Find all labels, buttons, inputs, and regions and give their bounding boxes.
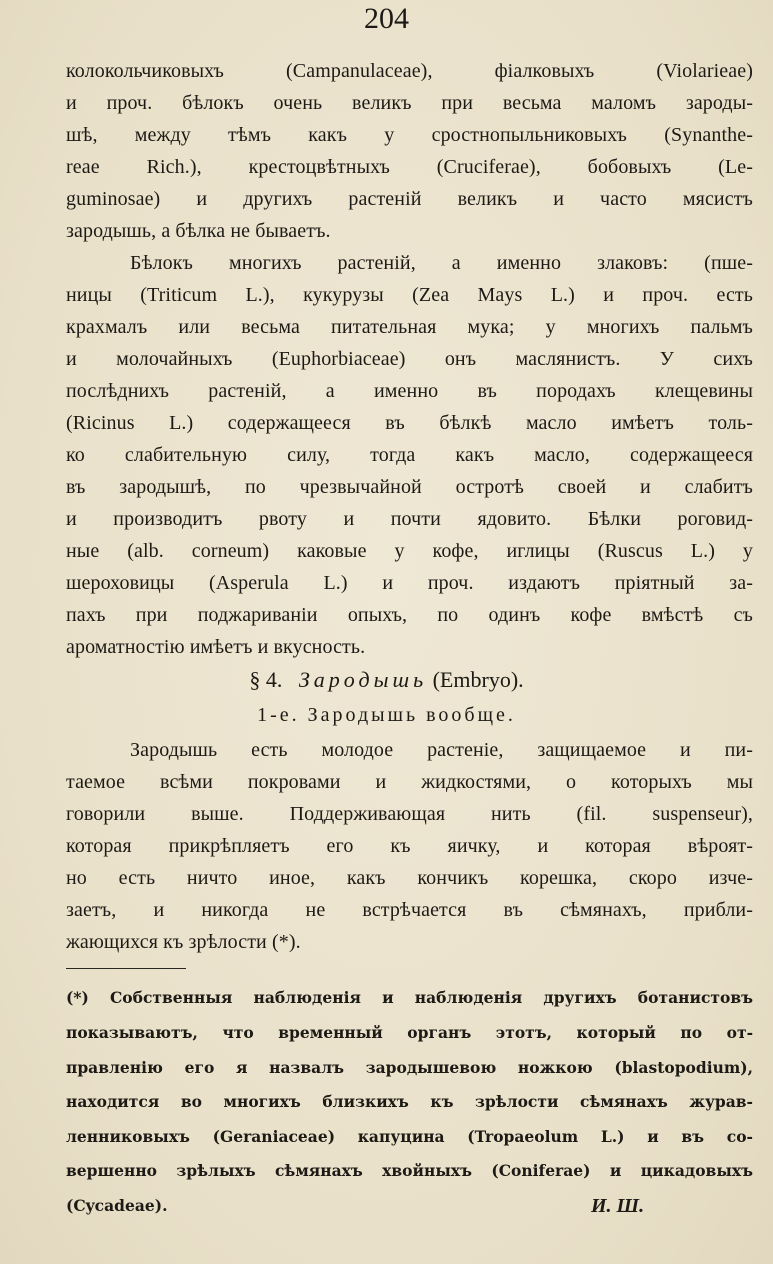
text-line: ароматностію имѣетъ и вкусность. — [66, 636, 366, 658]
text-line: Бѣлокъ многихъ растеній, а именно злаковъ: (пше- — [130, 252, 753, 274]
section-number: § 4. — [249, 667, 283, 692]
text-line: таемое всѣми покровами и жидкостями, о которыхъ мы — [66, 771, 753, 793]
footnote-divider — [66, 968, 186, 969]
page-number: 204 — [364, 2, 409, 35]
text-line: guminosae) и другихъ растеній великъ и часто мясистъ — [66, 188, 753, 210]
footnote-line: (*) Собственныя наблюденія и наблюденія другихъ ботанистовъ — [66, 988, 753, 1007]
section-title: Зародышь — [298, 667, 428, 692]
text-line: reae Rich.), крестоцвѣтныхъ (Cruciferae), бобовыхъ (Le- — [66, 156, 753, 178]
text-line: (Ricinus L.) содержащееся въ бѣлкѣ масло имѣетъ толь- — [66, 412, 753, 434]
text-line: пахъ при поджариваніи опыхъ, по одинъ кофе вмѣстѣ съ — [66, 604, 753, 626]
text-line: Зародышь есть молодое растеніе, защищаемое и пи- — [130, 739, 753, 761]
text-line: ко слабительную силу, тогда какъ масло, содержащееся — [66, 444, 753, 466]
text-line: крахмалъ или весьма питательная мука; у многихъ пальмъ — [66, 316, 753, 338]
text-line: говорили выше. Поддерживающая нить (fil. suspenseur), — [66, 803, 753, 825]
footnote-line: показываютъ, что временный органъ этотъ, который по от- — [66, 1023, 753, 1042]
subsection-heading: 1-е. Зародышь вообще. — [257, 704, 516, 726]
text-line: жающихся къ зрѣлости (*). — [66, 931, 301, 953]
text-line: колокольчиковыхъ (Campanulaceae), фіалковыхъ (Violarieae) — [66, 60, 753, 82]
text-line: и проч. бѣлокъ очень великъ при весьма маломъ зароды- — [66, 92, 753, 114]
text-line: послѣднихъ растеній, а именно въ породахъ клещевины — [66, 380, 753, 402]
footnote-line: правленію его я назвалъ зародышевою ножкою (blastopodium), — [66, 1058, 753, 1077]
text-line: и молочайныхъ (Euphorbiaceae) онъ маслянистъ. У сихъ — [66, 348, 753, 370]
section-latin: (Embryo). — [432, 667, 524, 692]
text-line: и производитъ рвоту и почти ядовито. Бѣлки роговид- — [66, 508, 753, 530]
text-line: заетъ, и никогда не встрѣчается въ сѣмянахъ, прибли- — [66, 899, 753, 921]
section-heading — [0, 665, 773, 695]
footnote-line: вершенно зрѣлыхъ сѣмянахъ хвойныхъ (Coniferae) и цикадовыхъ — [66, 1161, 753, 1180]
text-line: зародышь, а бѣлка не бываетъ. — [66, 220, 331, 242]
footnote-line: ленниковыхъ (Geraniaceae) капуцина (Tropaeolum L.) и въ со- — [66, 1127, 753, 1146]
footnote-line: (Cycadeae). — [66, 1196, 168, 1215]
text-line: ные (alb. corneum) каковые у кофе, иглицы (Ruscus L.) у — [66, 540, 753, 562]
text-line: шѣ, между тѣмъ какъ у сростнопыльниковыхъ (Synanthe- — [66, 124, 753, 146]
text-line: въ зародышѣ, по чрезвычайной остротѣ своей и слабитъ — [66, 476, 753, 498]
text-line: шероховицы (Asperula L.) и проч. издаютъ пріятный за- — [66, 572, 753, 594]
text-line: ницы (Triticum L.), кукурузы (Zea Mays L.) и проч. есть — [66, 284, 753, 306]
text-line: но есть ничто иное, какъ кончикъ корешка, скоро изче- — [66, 867, 753, 889]
text-line: которая прикрѣпляетъ его къ яичку, и которая вѣроят- — [66, 835, 753, 857]
footnote-signature: И. Ш. — [591, 1195, 645, 1217]
footnote-line: находится во многихъ близкихъ къ зрѣлости сѣмянахъ журав- — [66, 1092, 753, 1111]
